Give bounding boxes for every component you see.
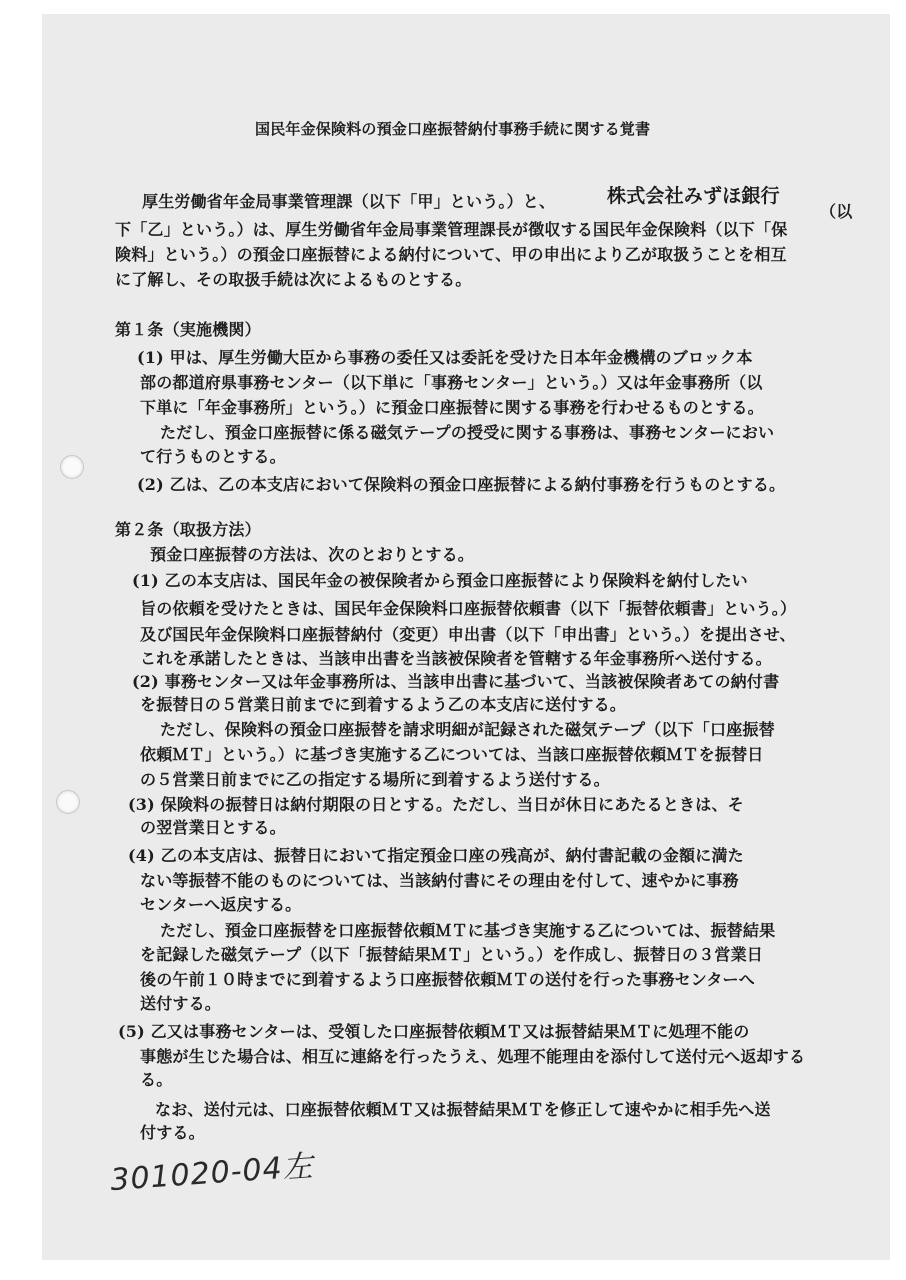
article2-line-19: 送付する。 [140, 994, 222, 1013]
intro-line-2: 下「乙」という。）は、厚生労働省年金局事業管理課長が徴収する国民年金保険料（以下「保 [115, 220, 788, 239]
article2-line-16: ただし、預金口座振替を口座振替依頼ＭＴに基づき実施する乙については、振替結果 [160, 921, 776, 940]
article2-line-21: 事態が生じた場合は、相互に連絡を行ったうえ、処理不能理由を添付して送付元へ返却する [140, 1047, 806, 1066]
article2-line-11: (3) 保険料の振替日は納付期限の日とする。ただし、当日が休日にあたるときは、そ [128, 795, 744, 814]
intro-line-1b: （以 [820, 202, 853, 221]
article1-line-1: (1) 甲は、厚生労働大臣から事務の委任又は委託を受けた日本年金機構のブロック本 [137, 348, 753, 367]
article1-line-3: 下単に「年金事務所」という。）に預金口座振替に関する事務を行わせるものとする。 [140, 398, 764, 417]
article2-line-12: の翌営業日とする。 [140, 818, 286, 837]
article2-line-3: 旨の依頼を受けたときは、国民年金保険料口座振替依頼書（以下「振替依頼書」という。） [140, 599, 797, 618]
article2-line-14: ない等振替不能のものについては、当該納付書にその理由を付して、速やかに事務 [140, 871, 739, 890]
article1-line-6: (2) 乙は、乙の本支店において保険料の預金口座振替による納付事務を行うものとする。 [137, 475, 786, 494]
article2-line-13: (4) 乙の本支店は、振替日において指定預金口座の残高が、納付書記載の金額に満た [128, 846, 744, 865]
article2-line-24: 付する。 [140, 1123, 205, 1142]
article2-line-5: これを承諾したときは、当該申出書を当該被保険者を管轄する年金事務所へ送付する。 [140, 649, 772, 668]
article2-line-7: を振替日の５営業日前までに到着するよう乙の本支店に送付する。 [140, 695, 627, 714]
article1-line-2: 部の都道府県事務センター（以下単に「事務センター」という。）又は年金事務所（以 [140, 373, 763, 392]
handwritten-note: 301020-04左 [109, 1148, 315, 1199]
intro-line-1a: 厚生労働省年金局事業管理課（以下「甲」という。）と、 [142, 192, 556, 211]
article2-line-4: 及び国民年金保険料口座振替納付（変更）申出書（以下「申出書」という。）を提出させ、 [140, 625, 796, 644]
punch-hole-upper [60, 455, 84, 479]
article1-line-4: ただし、預金口座振替に係る磁気テープの授受に関する事務は、事務センターにおい [160, 423, 775, 442]
intro-line-3: 険料」という。）の預金口座振替による納付について、甲の申出により乙が取扱うことを相互 [115, 245, 787, 264]
article2-line-2: (1) 乙の本支店は、国民年金の被保険者から預金口座振替により保険料を納付したい [132, 571, 748, 590]
article2-line-8: ただし、保険料の預金口座振替を請求明細が記録された磁気テープ（以下「口座振替 [160, 720, 775, 739]
article2-line-22: る。 [140, 1070, 173, 1089]
article2-line-9: 依頼ＭＴ」という。）に基づき実施する乙については、当該口座振替依頼ＭＴを振替日 [140, 745, 764, 764]
article2-heading: 第２条（取扱方法） [115, 520, 261, 539]
article2-line-17: を記録した磁気テープ（以下「振替結果ＭＴ」という。）を作成し、振替日の３営業日 [140, 945, 764, 964]
article1-heading: 第１条（実施機関） [115, 320, 261, 339]
article2-line-20: (5) 乙又は事務センターは、受領した口座振替依頼ＭＴ又は振替結果ＭＴに処理不能の [118, 1022, 750, 1041]
bank-name: 株式会社みずほ銀行 [607, 185, 780, 207]
article2-line-10: の５営業日前までに乙の指定する場所に到着するよう送付する。 [140, 770, 610, 789]
article2-line-1: 預金口座振替の方法は、次のとおりとする。 [150, 545, 475, 564]
article2-line-6: (2) 事務センター又は年金事務所は、当該申出書に基づいて、当該被保険者あての納付書 [132, 672, 780, 691]
article2-line-23: なお、送付元は、口座振替依頼ＭＴ又は振替結果ＭＴを修正して速やかに相手先へ送 [155, 1100, 771, 1119]
intro-line-4: に了解し、その取扱手続は次によるものとする。 [115, 270, 472, 289]
punch-hole-lower [56, 790, 80, 814]
article2-line-18: 後の午前１０時までに到着するよう口座振替依頼ＭＴの送付を行った事務センターへ [140, 970, 755, 989]
article2-line-15: センターへ返戻する。 [140, 895, 302, 914]
article1-line-5: て行うものとする。 [140, 447, 286, 466]
document-title: 国民年金保険料の預金口座振替納付事務手続に関する覚書 [255, 120, 651, 138]
